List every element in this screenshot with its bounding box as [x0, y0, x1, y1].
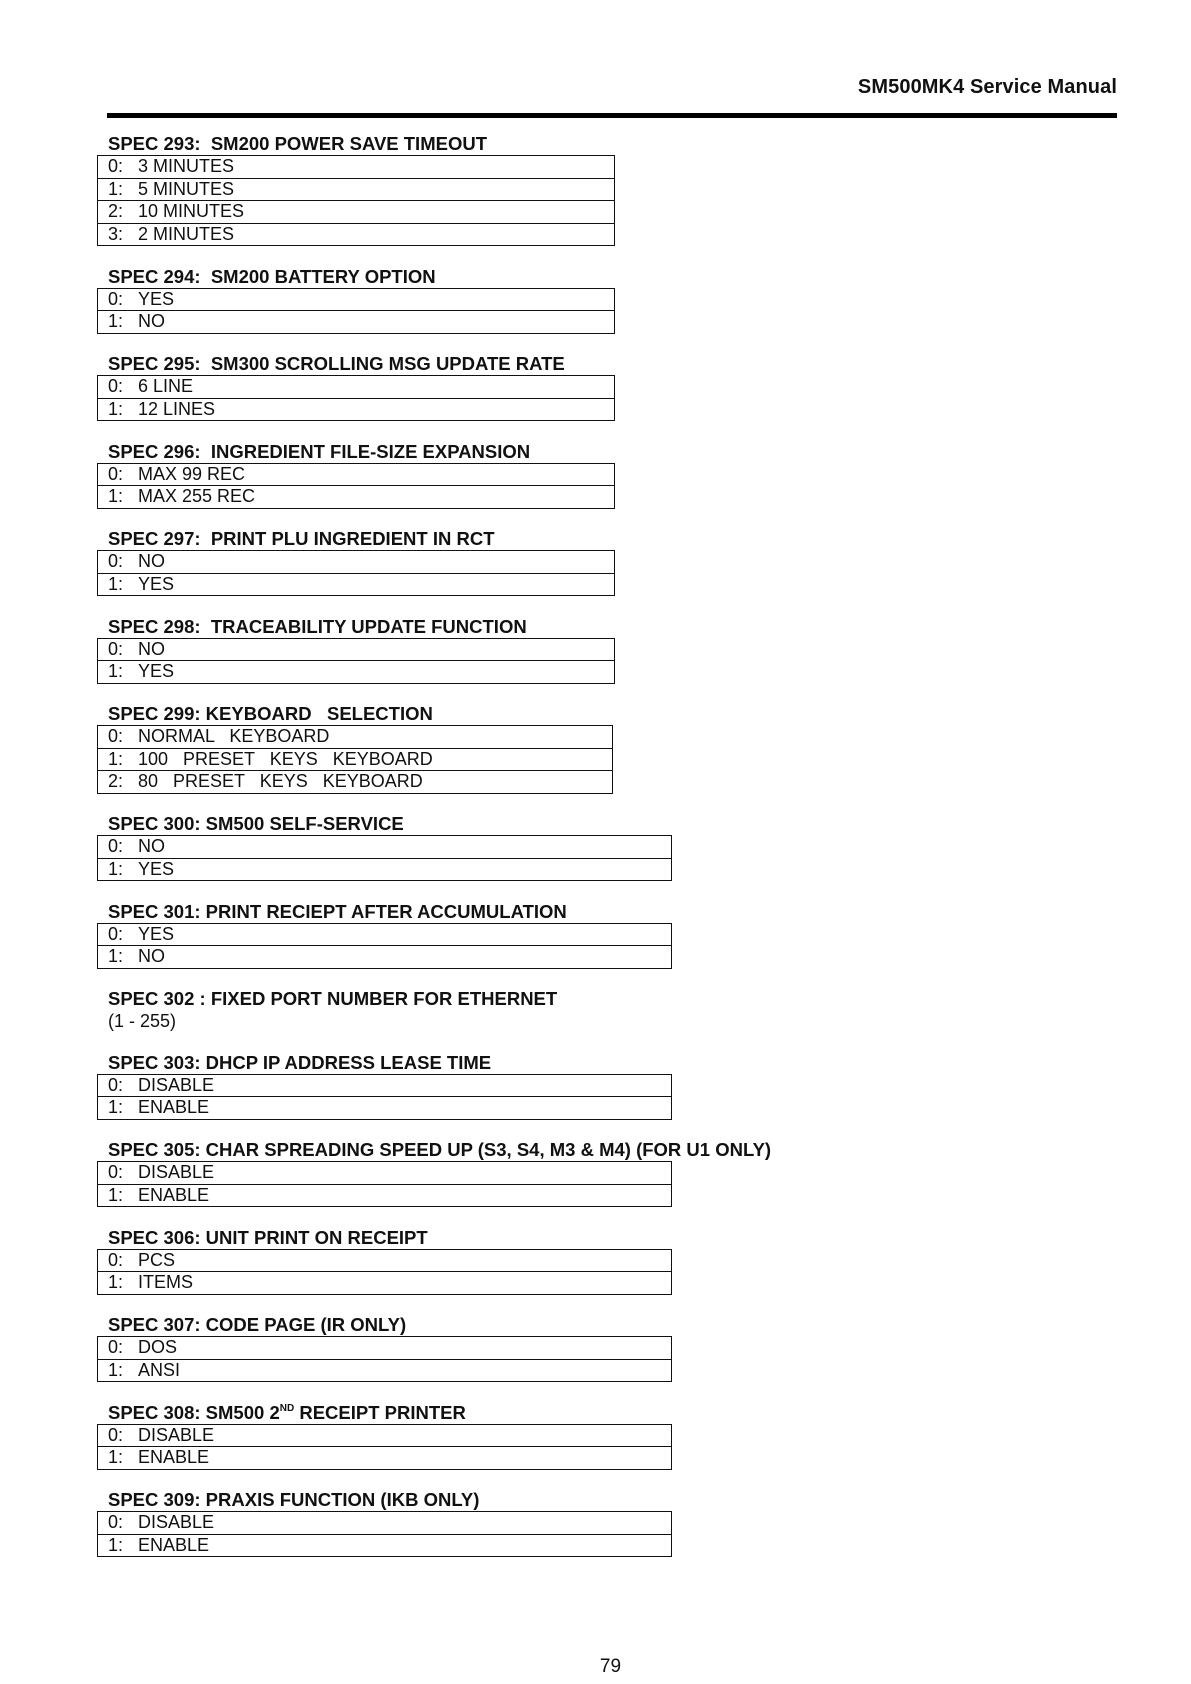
option-key: 1:	[108, 1272, 124, 1292]
option-key: 1:	[108, 573, 124, 594]
spec-title: SPEC 300: SM500 SELF-SERVICE	[108, 813, 404, 834]
option-key: 0:	[108, 551, 124, 571]
option-row	[98, 1446, 671, 1469]
spec-options-table	[97, 1336, 672, 1382]
option-row	[98, 1184, 671, 1207]
option-key: 1:	[108, 1359, 124, 1380]
page-header-title: SM500MK4 Service Manual	[857, 76, 1117, 98]
option-row	[98, 310, 614, 333]
option-label: ENABLE	[138, 1534, 210, 1555]
option-row	[98, 376, 614, 398]
spec-301	[97, 900, 1097, 969]
spec-title: SPEC 299: KEYBOARD SELECTION	[108, 703, 433, 724]
option-row	[98, 748, 612, 771]
option-label: 5 MINUTES	[138, 178, 235, 199]
option-row	[98, 924, 671, 946]
option-row	[98, 660, 614, 683]
option-label: ENABLE	[138, 1447, 210, 1467]
option-key: 0:	[108, 836, 124, 856]
spec-options-table	[97, 463, 615, 509]
option-row	[98, 398, 614, 421]
option-row	[98, 223, 614, 246]
spec-307	[97, 1313, 1097, 1382]
spec-title: SPEC 295: SM300 SCROLLING MSG UPDATE RATE	[108, 353, 565, 374]
spec-300	[97, 812, 1097, 881]
spec-options-table	[97, 638, 615, 684]
spec-306	[97, 1226, 1097, 1295]
page-number: 79	[599, 1656, 622, 1677]
option-key: 0:	[108, 638, 124, 659]
spec-title: SPEC 301: PRINT RECIEPT AFTER ACCUMULATION	[108, 900, 567, 922]
option-key: 1:	[108, 311, 124, 331]
spec-293	[97, 132, 1097, 246]
spec-list	[97, 132, 1097, 1576]
option-row	[98, 1162, 671, 1184]
option-label: MAX 255 REC	[138, 486, 256, 506]
option-label: 6 LINE	[138, 376, 194, 396]
option-key: 0:	[108, 288, 124, 309]
option-label: DISABLE	[138, 1162, 215, 1182]
spec-title: SPEC 302 : FIXED PORT NUMBER FOR ETHERNET	[108, 988, 558, 1009]
option-row	[98, 639, 614, 661]
spec-title: SPEC 307: CODE PAGE (IR ONLY)	[108, 1314, 407, 1335]
spec-options-table	[97, 1424, 672, 1470]
option-key: 0:	[108, 1424, 124, 1445]
spec-295	[97, 352, 1097, 421]
spec-309	[97, 1488, 1097, 1557]
spec-title-text: SPEC 308: SM500 2	[108, 1401, 280, 1423]
spec-options-table	[97, 725, 613, 794]
option-key: 1:	[108, 1097, 124, 1117]
option-key: 0:	[108, 463, 124, 484]
option-row	[98, 770, 612, 793]
option-row	[98, 858, 671, 881]
option-label: ENABLE	[138, 1097, 210, 1117]
option-row	[98, 726, 612, 748]
spec-296	[97, 440, 1097, 509]
option-row	[98, 1534, 671, 1557]
option-key: 0:	[108, 726, 124, 746]
option-row	[98, 156, 614, 178]
header-divider	[107, 113, 1117, 118]
option-row	[98, 551, 614, 573]
option-key: 1:	[108, 661, 124, 681]
spec-305	[97, 1138, 1097, 1207]
option-label: ITEMS	[138, 1272, 194, 1292]
spec-297	[97, 527, 1097, 596]
spec-options-table	[97, 923, 672, 969]
option-key: 1:	[108, 486, 124, 506]
option-key: 0:	[108, 1249, 124, 1270]
option-label: DISABLE	[138, 1424, 215, 1445]
option-label: YES	[138, 661, 175, 681]
spec-308	[97, 1401, 1097, 1470]
option-row	[98, 573, 614, 596]
option-key: 3:	[108, 223, 124, 244]
option-key: 0:	[108, 376, 124, 396]
option-label: NO	[138, 551, 165, 571]
option-label: YES	[138, 573, 175, 594]
spec-title: SPEC 303: DHCP IP ADDRESS LEASE TIME	[108, 1051, 492, 1073]
option-key: 2:	[108, 201, 124, 221]
option-label: 12 LINES	[138, 398, 216, 419]
option-label: DISABLE	[138, 1512, 215, 1532]
option-row	[98, 1271, 671, 1294]
option-row	[98, 1075, 671, 1097]
option-row	[98, 178, 614, 201]
spec-title-text: RECEIPT PRINTER	[294, 1401, 466, 1423]
spec-title: SPEC 306: UNIT PRINT ON RECEIPT	[108, 1226, 428, 1248]
spec-302	[97, 987, 1097, 1032]
spec-title: SPEC 296: INGREDIENT FILE-SIZE EXPANSION	[108, 440, 531, 462]
option-key: 1:	[108, 748, 124, 769]
option-label: 100 PRESET KEYS KEYBOARD	[138, 748, 433, 769]
option-row	[98, 836, 671, 858]
option-label: NO	[138, 311, 165, 331]
option-label: 3 MINUTES	[138, 156, 235, 176]
spec-299	[97, 702, 1097, 794]
option-label: NO	[138, 946, 165, 966]
option-key: 2:	[108, 771, 124, 791]
spec-options-table	[97, 550, 615, 596]
option-label: YES	[138, 858, 175, 879]
option-key: 0:	[108, 923, 124, 944]
option-label: YES	[138, 923, 175, 944]
option-key: 0:	[108, 1162, 124, 1182]
option-label: PCS	[138, 1249, 176, 1270]
spec-options-table	[97, 375, 615, 421]
option-key: 0:	[108, 1074, 124, 1095]
option-label: 10 MINUTES	[138, 201, 245, 221]
spec-title: SPEC 293: SM200 POWER SAVE TIMEOUT	[108, 133, 487, 154]
spec-303	[97, 1051, 1097, 1120]
spec-range: (1 - 255)	[108, 1011, 177, 1031]
option-row	[98, 1512, 671, 1534]
spec-options-table	[97, 288, 615, 334]
option-label: 2 MINUTES	[138, 223, 235, 244]
option-label: DOS	[138, 1337, 178, 1357]
option-label: YES	[138, 288, 175, 309]
option-key: 1:	[108, 178, 124, 199]
spec-options-table	[97, 835, 672, 881]
option-row	[98, 464, 614, 486]
option-key: 1:	[108, 946, 124, 966]
spec-title: SPEC 297: PRINT PLU INGREDIENT IN RCT	[108, 528, 495, 549]
option-row	[98, 289, 614, 311]
option-label: 80 PRESET KEYS KEYBOARD	[138, 771, 423, 791]
option-label: MAX 99 REC	[138, 463, 246, 484]
spec-options-table	[97, 1074, 672, 1120]
ordinal-superscript: ND	[279, 1402, 295, 1414]
option-key: 1:	[108, 1447, 124, 1467]
option-label: NO	[138, 836, 165, 856]
spec-options-table	[97, 1511, 672, 1557]
spec-title	[97, 1401, 1097, 1424]
option-key: 1:	[108, 1534, 124, 1555]
spec-title: SPEC 305: CHAR SPREADING SPEED UP (S3, S4, M3 & M4) (FOR U1 ONLY)	[108, 1139, 772, 1160]
option-key: 0:	[108, 156, 124, 176]
option-key: 1:	[108, 858, 124, 879]
spec-options-table	[97, 1249, 672, 1295]
option-row	[98, 1425, 671, 1447]
option-key: 1:	[108, 398, 124, 419]
spec-title: SPEC 309: PRAXIS FUNCTION (IKB ONLY)	[108, 1489, 480, 1510]
option-label: ANSI	[138, 1359, 181, 1380]
spec-294	[97, 265, 1097, 334]
option-row	[98, 1359, 671, 1382]
option-label: DISABLE	[138, 1074, 215, 1095]
spec-298	[97, 615, 1097, 684]
spec-title: SPEC 294: SM200 BATTERY OPTION	[108, 265, 436, 287]
option-key: 0:	[108, 1337, 124, 1357]
option-row	[98, 1096, 671, 1119]
option-row	[98, 200, 614, 223]
spec-title: SPEC 298: TRACEABILITY UPDATE FUNCTION	[108, 615, 527, 637]
option-label: ENABLE	[138, 1184, 210, 1205]
option-label: NO	[138, 638, 165, 659]
spec-options-table	[97, 155, 615, 246]
spec-options-table	[97, 1161, 672, 1207]
option-row	[98, 945, 671, 968]
option-key: 1:	[108, 1184, 124, 1205]
option-key: 0:	[108, 1512, 124, 1532]
option-label: NORMAL KEYBOARD	[138, 726, 330, 746]
option-row	[98, 485, 614, 508]
option-row	[98, 1250, 671, 1272]
option-row	[98, 1337, 671, 1359]
